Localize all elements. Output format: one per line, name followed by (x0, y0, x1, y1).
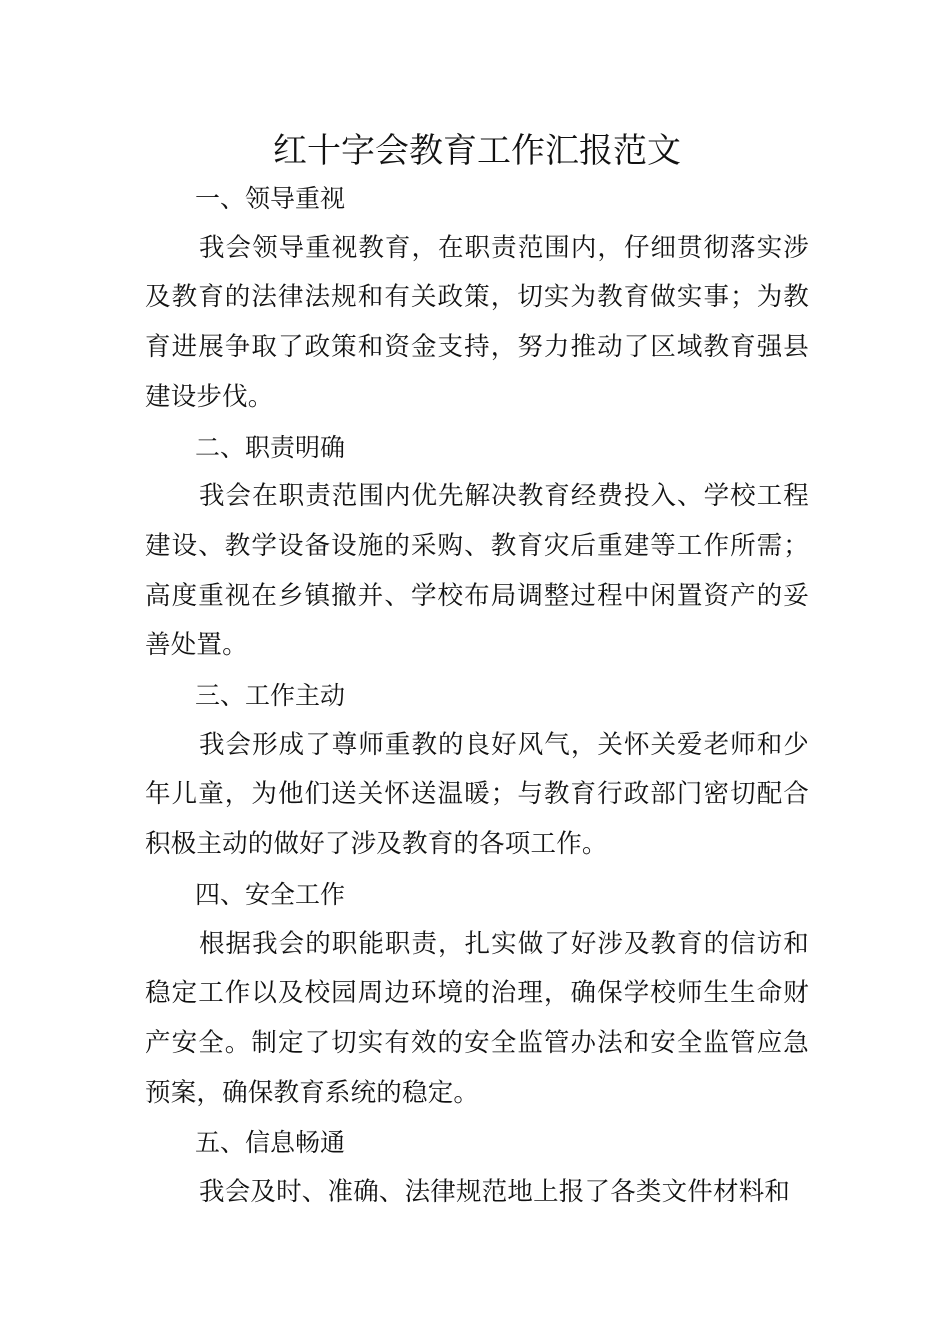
document-page (145, 128, 809, 1218)
document-title: 红十字会教育工作汇报范文 (273, 131, 681, 171)
section-heading: 一、领导重视 (195, 184, 346, 213)
section-body: 我会在职责范围内优先解决教育经费投入、学校工程建设、教学设备设施的采购、教育灾后重建等工作所需；高度重视在乡镇撤并、学校布局调整过程中闲置资产的妥善处置。 (145, 481, 809, 661)
section-3 (145, 671, 809, 870)
section-4 (145, 870, 809, 1119)
section-2 (145, 423, 809, 672)
section-body: 我会领导重视教育，在职责范围内，仔细贯彻落实涉及教育的法律法规和有关政策，切实为教育做实事；为教育进展争取了政策和资金支持，努力推动了区域教育强县建设步伐。 (145, 232, 809, 412)
section-heading: 二、职责明确 (195, 432, 346, 462)
section-body: 根据我会的职能职责，扎实做了好涉及教育的信访和稳定工作以及校园周边环境的治理，确保学校师生生命财产安全。制定了切实有效的安全监管办法和安全监管应急预案，确保教育系统的稳定。 (145, 928, 809, 1108)
section-body: 我会形成了尊师重教的良好风气，关怀关爱老师和少年儿童，为他们送关怀送温暖；与教育行政部门密切配合积极主动的做好了涉及教育的各项工作。 (145, 729, 809, 860)
section-1 (145, 174, 809, 423)
section-heading: 三、工作主动 (195, 681, 346, 711)
section-body: 我会及时、准确、法律规范地上报了各类文件材料和 (199, 1177, 791, 1208)
section-5 (145, 1118, 809, 1217)
section-heading: 五、信息畅通 (195, 1128, 346, 1158)
section-heading: 四、安全工作 (195, 879, 346, 909)
